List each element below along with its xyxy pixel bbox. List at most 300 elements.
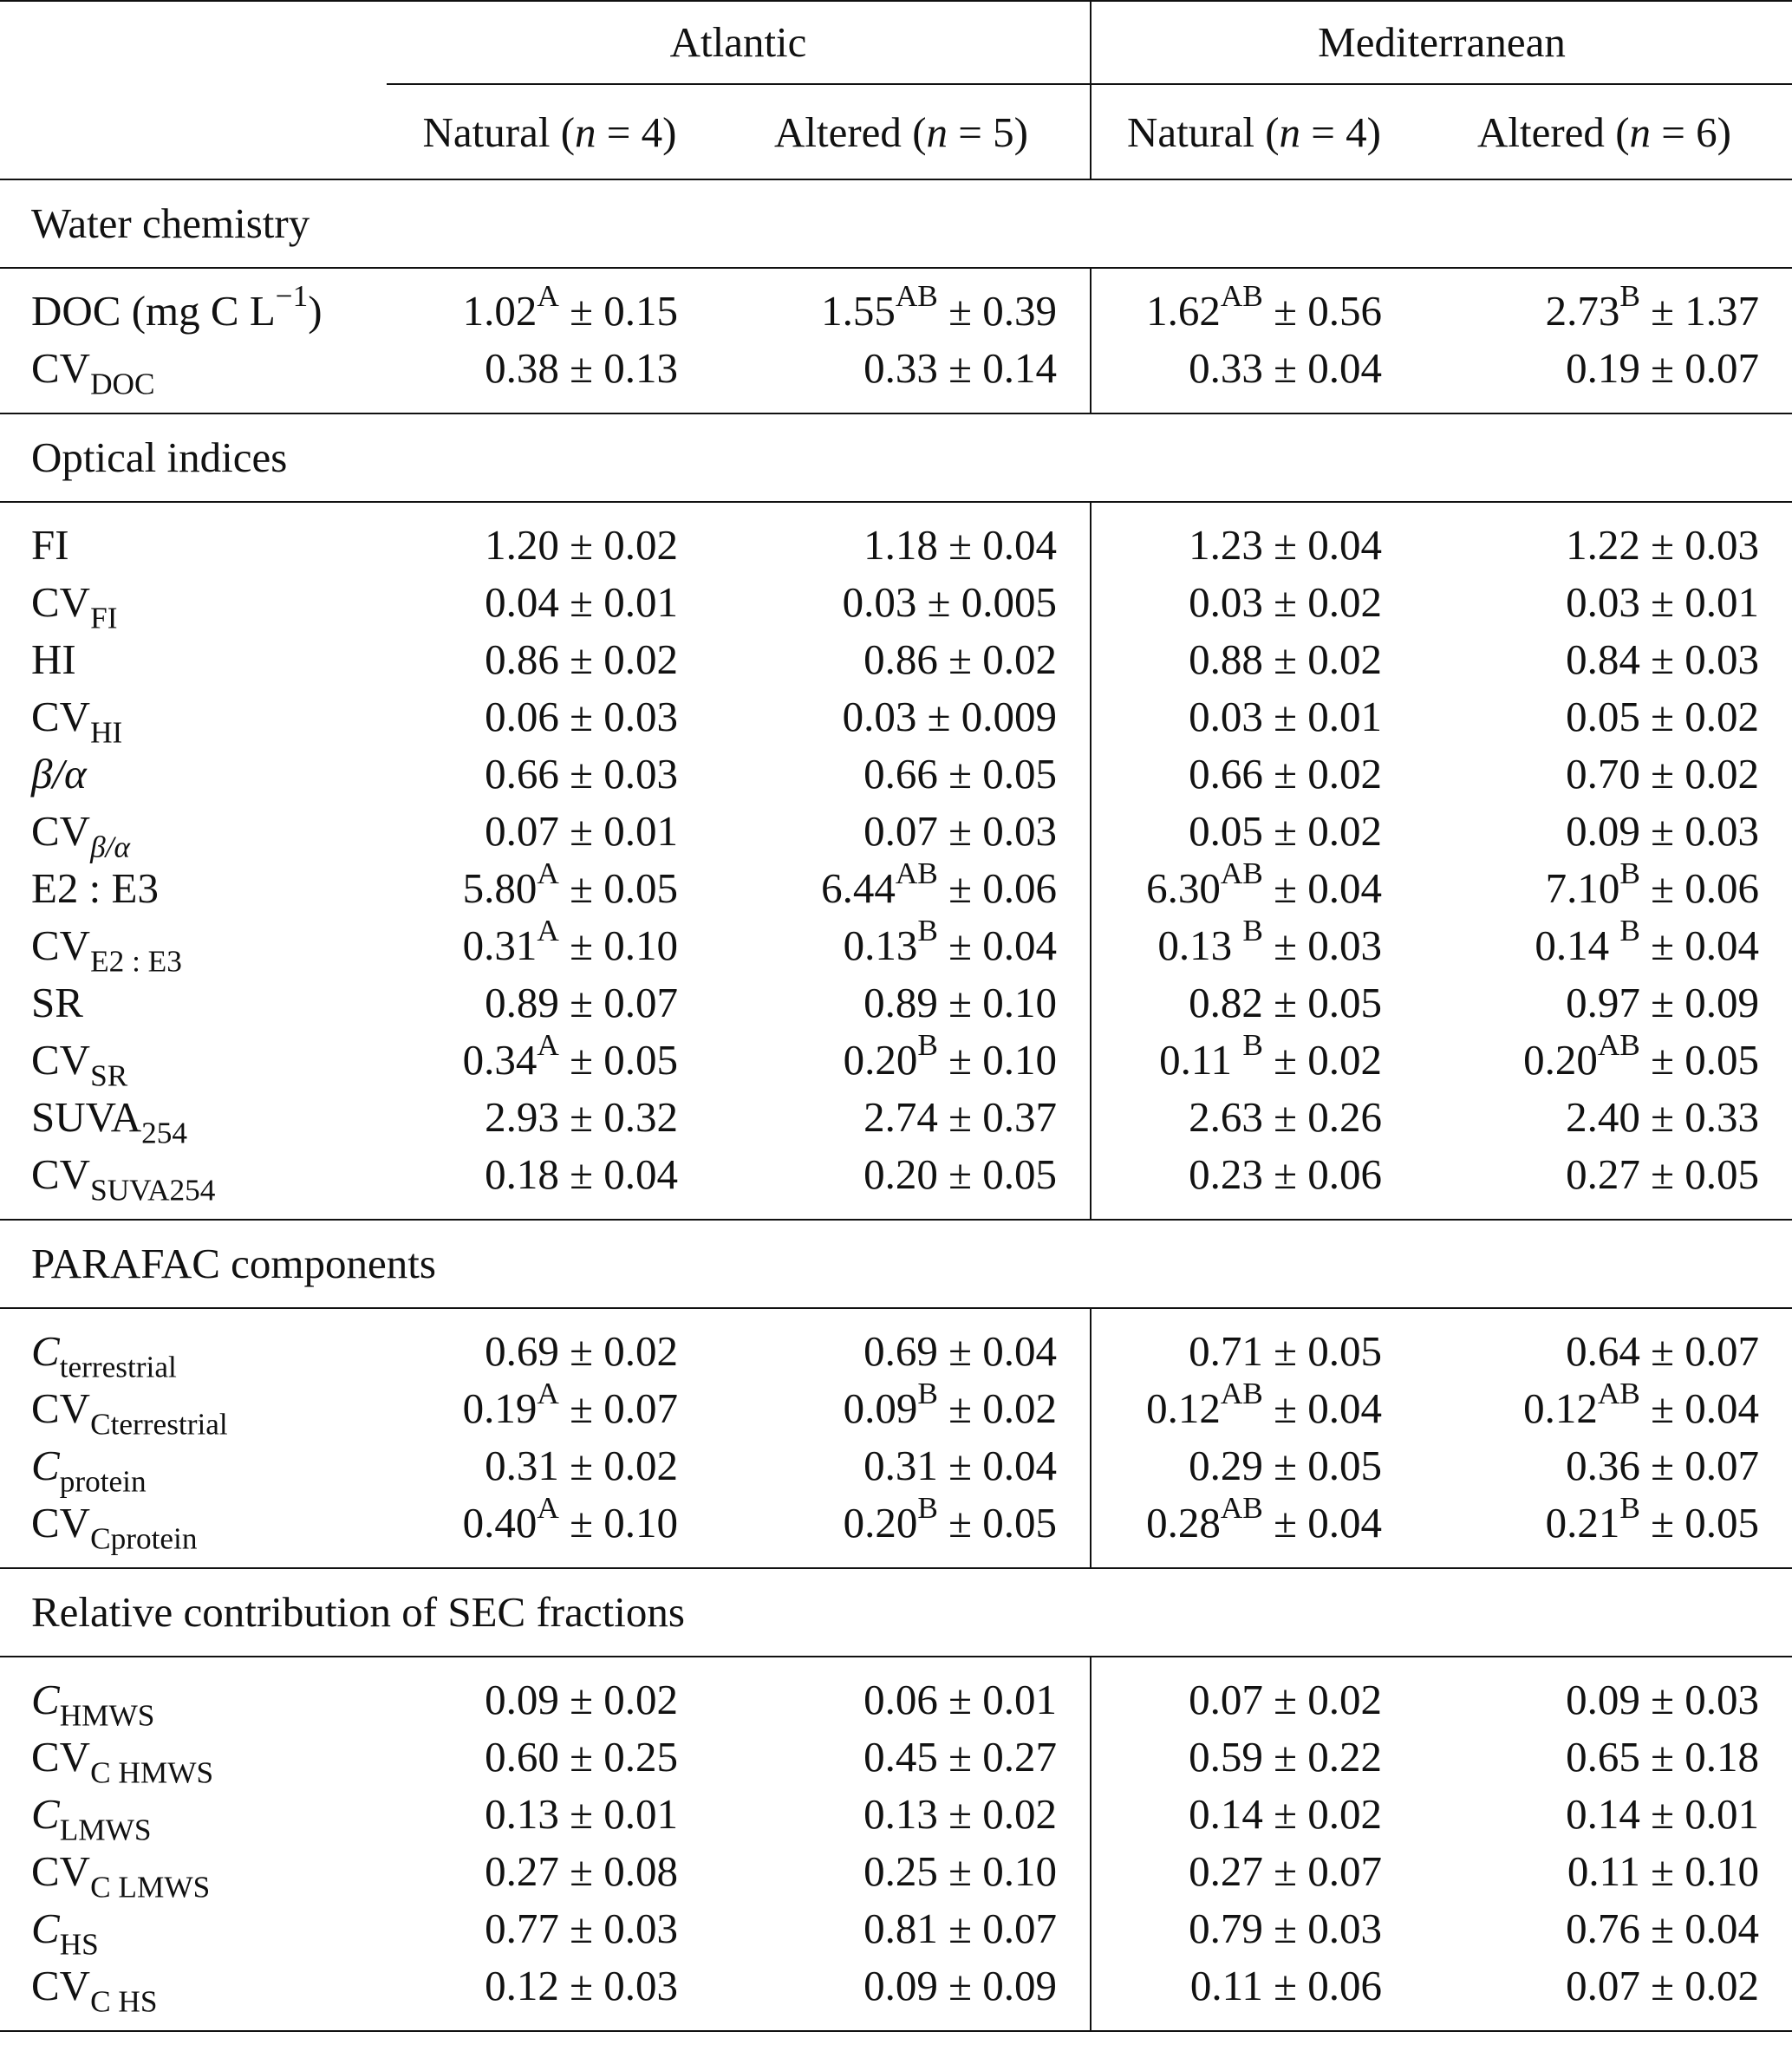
- value-cell: [387, 1657, 713, 1729]
- table-row: [0, 1146, 1792, 1220]
- value-cell: [387, 974, 713, 1032]
- row-label-base: SR: [31, 979, 83, 1026]
- mean-value: 1.20: [485, 521, 559, 569]
- plus-minus: ±: [937, 1904, 983, 1952]
- plus-minus: ±: [937, 979, 983, 1026]
- row-label: [0, 1437, 387, 1499]
- mean-value: 1.62: [1146, 287, 1221, 335]
- plus-minus: ±: [937, 1499, 983, 1546]
- n-symbol: n: [1279, 107, 1301, 156]
- table-row: [0, 860, 1792, 917]
- value-cell: [1417, 502, 1792, 574]
- row-label-sub: C HS: [90, 1984, 158, 2019]
- mean-value: 0.77: [485, 1904, 559, 1952]
- plus-minus: ±: [558, 521, 604, 569]
- value-cell: [1091, 974, 1417, 1032]
- sd-value: 0.06: [1684, 864, 1759, 912]
- plus-minus: ±: [558, 693, 604, 740]
- mean-value: 0.28: [1146, 1499, 1221, 1546]
- mean-value: 0.70: [1566, 750, 1640, 798]
- section-title: Water chemistry: [0, 179, 1792, 268]
- significance-letter: AB: [1597, 1377, 1640, 1411]
- plus-minus: ±: [1262, 1150, 1308, 1198]
- value-cell: [1417, 631, 1792, 688]
- row-label-base: C: [31, 1676, 60, 1723]
- plus-minus: ±: [1262, 1904, 1308, 1952]
- n-symbol: n: [575, 107, 596, 156]
- row-label-base: CV: [31, 1847, 91, 1895]
- row-label-base: CV: [31, 1733, 91, 1781]
- value-cell: [1417, 1437, 1792, 1494]
- sd-value: 0.02: [1307, 1790, 1382, 1838]
- mean-value: 0.66: [485, 750, 559, 798]
- mean-value: 0.20: [863, 1150, 938, 1198]
- mean-value: 1.23: [1189, 521, 1263, 569]
- sd-value: 0.07: [603, 1384, 678, 1432]
- mean-value: 0.06: [485, 693, 559, 740]
- significance-letter: AB: [1220, 1491, 1263, 1526]
- row-label-base: CV: [31, 1384, 91, 1432]
- plus-minus: ±: [1639, 1150, 1685, 1198]
- row-label-base: E2 : E3: [31, 864, 159, 912]
- row-label-base: HI: [31, 635, 76, 683]
- table-row: [0, 340, 1792, 413]
- sd-value: 0.04: [982, 521, 1057, 569]
- value-cell: [387, 574, 713, 631]
- mean-value: 0.07: [1189, 1676, 1263, 1723]
- sd-value: 0.06: [982, 864, 1057, 912]
- plus-minus: ±: [558, 1904, 604, 1952]
- value-cell: [1417, 1377, 1792, 1437]
- plus-minus: ±: [1639, 921, 1685, 969]
- plus-minus: ±: [1639, 578, 1685, 626]
- row-label: [0, 1146, 387, 1220]
- mean-value: 0.09: [863, 1962, 938, 2009]
- value-cell: [1417, 746, 1792, 803]
- value-cell: [387, 340, 713, 413]
- sd-value: 0.06: [1307, 1962, 1382, 2009]
- row-label-base: CV: [31, 578, 91, 626]
- sd-value: 0.04: [1684, 1384, 1759, 1432]
- mean-value: 0.27: [1566, 1150, 1640, 1198]
- sd-value: 0.02: [1307, 750, 1382, 798]
- plus-minus: ±: [937, 344, 983, 392]
- plus-minus: ±: [937, 1847, 983, 1895]
- plus-minus: ±: [558, 344, 604, 392]
- sd-value: 0.04: [982, 921, 1057, 969]
- plus-minus: ±: [1639, 1093, 1685, 1141]
- value-cell: [1091, 268, 1417, 340]
- n-symbol: n: [1629, 107, 1652, 156]
- section-header-row: [0, 413, 1792, 502]
- mean-value: 0.31: [863, 1442, 938, 1489]
- value-cell: [713, 1957, 1091, 2031]
- mean-value: 0.03: [842, 693, 917, 740]
- value-cell: [387, 1089, 713, 1146]
- plus-minus: ±: [1262, 1962, 1308, 2009]
- plus-minus: ±: [937, 1093, 983, 1141]
- value-cell: [1417, 574, 1792, 631]
- table-row: [0, 974, 1792, 1032]
- value-cell: [387, 746, 713, 803]
- significance-letter: B: [917, 914, 938, 948]
- sd-value: 0.05: [982, 750, 1057, 798]
- mean-value: 0.19: [462, 1384, 538, 1432]
- value-cell: [1091, 574, 1417, 631]
- mean-value: 0.03: [842, 578, 917, 626]
- value-cell: [1091, 1028, 1417, 1089]
- plus-minus: ±: [1262, 1790, 1308, 1838]
- significance-letter: AB: [1220, 279, 1263, 314]
- mean-value: 0.69: [863, 1327, 938, 1375]
- section-header-row: [0, 1220, 1792, 1308]
- value-cell: [387, 268, 713, 340]
- significance-letter: A: [537, 856, 559, 891]
- mean-value: 0.11: [1159, 1036, 1243, 1084]
- value-cell: [713, 1786, 1091, 1843]
- sd-value: 0.04: [1307, 864, 1382, 912]
- sd-value: 0.10: [1684, 1847, 1759, 1895]
- col-header: Altered (n = 6): [1477, 107, 1731, 156]
- value-cell: [1417, 1028, 1792, 1089]
- value-cell: [1417, 1729, 1792, 1786]
- row-label-base: CV: [31, 807, 91, 855]
- significance-letter: AB: [1597, 1028, 1640, 1063]
- value-cell: [1091, 340, 1417, 413]
- sd-value: 0.05: [1307, 979, 1382, 1026]
- significance-letter: B: [1619, 1491, 1640, 1526]
- value-cell: [1417, 340, 1792, 413]
- row-label-sub: SUVA254: [90, 1173, 216, 1208]
- significance-letter: B: [917, 1491, 938, 1526]
- plus-minus: ±: [1262, 344, 1308, 392]
- row-label: [0, 1657, 387, 1733]
- table-row: [0, 1032, 1792, 1089]
- sd-value: 0.15: [603, 287, 678, 335]
- mean-value: 7.10: [1545, 864, 1620, 912]
- sd-value: 0.02: [1307, 635, 1382, 683]
- n-value: = 6: [1651, 107, 1717, 156]
- value-cell: [1091, 502, 1417, 574]
- sd-value: 0.05: [982, 1499, 1057, 1546]
- sd-value: 0.05: [1684, 1150, 1759, 1198]
- plus-minus: ±: [558, 287, 604, 335]
- sd-value: 0.01: [982, 1676, 1057, 1723]
- mean-value: 0.69: [485, 1327, 559, 1375]
- table-row: [0, 803, 1792, 860]
- value-cell: [1091, 914, 1417, 974]
- row-label: [0, 688, 387, 750]
- plus-minus: ±: [1262, 1733, 1308, 1781]
- plus-minus: ±: [558, 1150, 604, 1198]
- sd-value: 0.10: [603, 1499, 678, 1546]
- sd-value: 0.05: [1684, 1036, 1759, 1084]
- value-cell: [387, 1308, 713, 1380]
- significance-letter: B: [1619, 856, 1640, 891]
- group-header-mediterranean: Mediterranean: [1091, 0, 1792, 84]
- row-label-base: DOC (mg C L: [31, 287, 276, 335]
- plus-minus: ±: [1262, 1093, 1308, 1141]
- mean-value: 0.89: [485, 979, 559, 1026]
- table-row: [0, 1843, 1792, 1900]
- value-cell: [1091, 1843, 1417, 1900]
- sd-value: 0.03: [603, 750, 678, 798]
- sd-value: 0.03: [603, 1904, 678, 1952]
- mean-value: 2.74: [863, 1093, 938, 1141]
- plus-minus: ±: [558, 979, 604, 1026]
- plus-minus: ±: [558, 1442, 604, 1489]
- value-cell: [1417, 1957, 1792, 2031]
- sd-value: 0.10: [982, 1847, 1057, 1895]
- plus-minus: ±: [1262, 1499, 1308, 1546]
- plus-minus: ±: [1639, 1036, 1685, 1084]
- row-label-base: C: [31, 1904, 60, 1952]
- sd-value: 0.02: [982, 635, 1057, 683]
- mean-value: 1.55: [821, 287, 896, 335]
- mean-value: 0.86: [485, 635, 559, 683]
- value-cell: [1417, 1843, 1792, 1900]
- mean-value: 0.07: [1566, 1962, 1640, 2009]
- sd-value: 0.02: [1307, 807, 1382, 855]
- sd-value: 0.01: [1684, 578, 1759, 626]
- value-cell: [387, 1028, 713, 1089]
- plus-minus: ±: [937, 864, 983, 912]
- mean-value: 0.18: [485, 1150, 559, 1198]
- mean-value: 0.11: [1189, 1962, 1263, 2009]
- sd-value: 0.18: [1684, 1733, 1759, 1781]
- sd-value: 0.07: [982, 1904, 1057, 1952]
- sd-value: 0.10: [982, 979, 1057, 1026]
- plus-minus: ±: [558, 1962, 604, 2009]
- sd-value: 0.02: [1684, 1962, 1759, 2009]
- table-row: [0, 1786, 1792, 1843]
- plus-minus: ±: [558, 635, 604, 683]
- sd-value: 0.04: [1684, 921, 1759, 969]
- significance-letter: AB: [1220, 1377, 1263, 1411]
- mean-value: 0.03: [1566, 578, 1640, 626]
- significance-letter: B: [917, 1377, 938, 1411]
- plus-minus: ±: [1639, 1733, 1685, 1781]
- value-cell: [713, 1437, 1091, 1494]
- sd-value: 0.01: [1684, 1790, 1759, 1838]
- value-cell: [713, 688, 1091, 746]
- col-header: Altered (n = 5): [713, 84, 1091, 179]
- sd-value: 0.32: [603, 1093, 678, 1141]
- sd-value: 0.03: [1684, 521, 1759, 569]
- row-label-base: CV: [31, 1150, 91, 1198]
- row-label: [0, 1843, 387, 1904]
- significance-letter: AB: [895, 279, 938, 314]
- sd-value: 0.10: [982, 1036, 1057, 1084]
- significance-letter: A: [537, 914, 559, 948]
- plus-minus: ±: [1639, 693, 1685, 740]
- mean-value: 0.31: [485, 1442, 559, 1489]
- mean-value: 0.25: [863, 1847, 938, 1895]
- plus-minus: ±: [937, 1327, 983, 1375]
- plus-minus: ±: [1262, 693, 1308, 740]
- plus-minus: ±: [1639, 287, 1685, 335]
- header-empty-cell: [0, 0, 387, 84]
- section-header-row: [0, 1568, 1792, 1657]
- mean-value: 0.97: [1566, 979, 1640, 1026]
- row-label-sub: DOC: [90, 367, 155, 401]
- significance-letter: B: [1619, 279, 1640, 314]
- mean-value: 0.84: [1566, 635, 1640, 683]
- row-label-sub: Cterrestrial: [90, 1407, 228, 1442]
- significance-letter: AB: [1220, 856, 1263, 891]
- plus-minus: ±: [558, 1384, 604, 1432]
- value-cell: [387, 914, 713, 974]
- row-label: [0, 268, 387, 340]
- plus-minus: ±: [1639, 1904, 1685, 1952]
- mean-value: 0.23: [1189, 1150, 1263, 1198]
- plus-minus: ±: [558, 807, 604, 855]
- sd-value: 0.01: [603, 807, 678, 855]
- mean-value: 0.66: [1189, 750, 1263, 798]
- sd-value: 0.07: [1684, 344, 1759, 392]
- mean-value: 0.03: [1189, 578, 1263, 626]
- row-label: [0, 917, 387, 979]
- row-label: [0, 803, 387, 864]
- section-title: Relative contribution of SEC fractions: [0, 1568, 1792, 1657]
- row-label-sub: C LMWS: [90, 1870, 211, 1904]
- row-label-sub: E2 : E3: [90, 944, 182, 979]
- sd-value: 0.05: [603, 1036, 678, 1084]
- sd-value: 0.03: [1684, 1676, 1759, 1723]
- row-label: [0, 631, 387, 688]
- mean-value: 0.09: [1566, 807, 1640, 855]
- plus-minus: ±: [1262, 521, 1308, 569]
- value-cell: [1091, 631, 1417, 688]
- plus-minus: ±: [558, 578, 604, 626]
- sd-value: 0.02: [603, 1676, 678, 1723]
- mean-value: 2.40: [1566, 1093, 1640, 1141]
- sd-value: 0.07: [1307, 1847, 1382, 1895]
- sd-value: 0.39: [982, 287, 1057, 335]
- mean-value: 2.63: [1189, 1093, 1263, 1141]
- sd-value: 0.02: [1307, 1036, 1382, 1084]
- sd-value: 0.37: [982, 1093, 1057, 1141]
- row-label-sub: Cprotein: [90, 1521, 198, 1556]
- sd-value: 0.04: [982, 1442, 1057, 1489]
- plus-minus: ±: [1262, 1384, 1308, 1432]
- sd-value: 0.04: [1307, 521, 1382, 569]
- mean-value: 0.66: [863, 750, 938, 798]
- plus-minus: ±: [1639, 750, 1685, 798]
- plus-minus: ±: [1639, 344, 1685, 392]
- value-cell: [1417, 974, 1792, 1032]
- plus-minus: ±: [937, 1036, 983, 1084]
- plus-minus: ±: [1262, 979, 1308, 1026]
- value-cell: [1091, 688, 1417, 746]
- value-cell: [387, 688, 713, 746]
- sd-value: 0.25: [603, 1733, 678, 1781]
- mean-value: 0.38: [485, 344, 559, 392]
- group-header-row: [0, 0, 1792, 84]
- plus-minus: ±: [1262, 578, 1308, 626]
- mean-value: 0.13: [863, 1790, 938, 1838]
- value-cell: [1417, 1900, 1792, 1957]
- mean-value: 0.60: [485, 1733, 559, 1781]
- row-label: [0, 860, 387, 917]
- row-label: [0, 1786, 387, 1847]
- table-row: [0, 574, 1792, 631]
- sd-value: 0.04: [1307, 344, 1382, 392]
- value-cell: [713, 746, 1091, 803]
- plus-minus: ±: [558, 1036, 604, 1084]
- table-row: [0, 1380, 1792, 1437]
- value-cell: [387, 631, 713, 688]
- value-cell: [713, 1089, 1091, 1146]
- value-cell: [713, 914, 1091, 974]
- mean-value: 0.27: [485, 1847, 559, 1895]
- row-label-base: CV: [31, 1962, 91, 2009]
- plus-minus: ±: [1262, 921, 1308, 969]
- plus-minus: ±: [916, 578, 961, 626]
- table-row: [0, 1437, 1792, 1494]
- mean-value: 0.11: [1567, 1847, 1640, 1895]
- value-cell: [1091, 803, 1417, 860]
- sd-value: 0.05: [603, 864, 678, 912]
- mean-value: 0.07: [863, 807, 938, 855]
- mean-value: 2.93: [485, 1093, 559, 1141]
- plus-minus: ±: [558, 1790, 604, 1838]
- value-cell: [387, 1957, 713, 2031]
- sd-value: 0.005: [961, 578, 1057, 626]
- mean-value: 0.59: [1189, 1733, 1263, 1781]
- value-cell: [1091, 1146, 1417, 1220]
- row-label: [0, 746, 387, 803]
- sd-value: 0.05: [1307, 1442, 1382, 1489]
- plus-minus: ±: [1639, 1499, 1685, 1546]
- plus-minus: ±: [1262, 287, 1308, 335]
- value-cell: [1417, 1786, 1792, 1843]
- sd-value: 0.01: [603, 578, 678, 626]
- value-cell: [1091, 1729, 1417, 1786]
- plus-minus: ±: [937, 1384, 983, 1432]
- significance-letter: A: [537, 1377, 559, 1411]
- value-cell: [1091, 1900, 1417, 1957]
- significance-letter: B: [1619, 914, 1640, 948]
- value-cell: [1417, 688, 1792, 746]
- value-cell: [713, 340, 1091, 413]
- sd-value: 0.07: [603, 979, 678, 1026]
- plus-minus: ±: [1262, 807, 1308, 855]
- mean-value: 0.09: [843, 1384, 918, 1432]
- row-label-sub: HS: [59, 1927, 99, 1962]
- sd-value: 0.05: [1684, 1499, 1759, 1546]
- mean-value: 0.64: [1566, 1327, 1640, 1375]
- row-label-base: C: [31, 1442, 60, 1489]
- sd-value: 0.02: [603, 635, 678, 683]
- plus-minus: ±: [1639, 1847, 1685, 1895]
- table-row: [0, 1729, 1792, 1786]
- value-cell: [387, 1729, 713, 1786]
- value-cell: [1091, 1308, 1417, 1380]
- row-label-sub: protein: [59, 1464, 147, 1499]
- value-cell: [1417, 268, 1792, 340]
- value-cell: [387, 1377, 713, 1437]
- value-cell: [1091, 1491, 1417, 1568]
- sd-value: 0.04: [1307, 1499, 1382, 1546]
- plus-minus: ±: [937, 750, 983, 798]
- value-cell: [1417, 1491, 1792, 1568]
- row-label-tail: ): [308, 287, 323, 335]
- value-cell: [1091, 1437, 1417, 1494]
- table-row: [0, 1308, 1792, 1380]
- table-row: [0, 746, 1792, 803]
- mean-value: 0.82: [1189, 979, 1263, 1026]
